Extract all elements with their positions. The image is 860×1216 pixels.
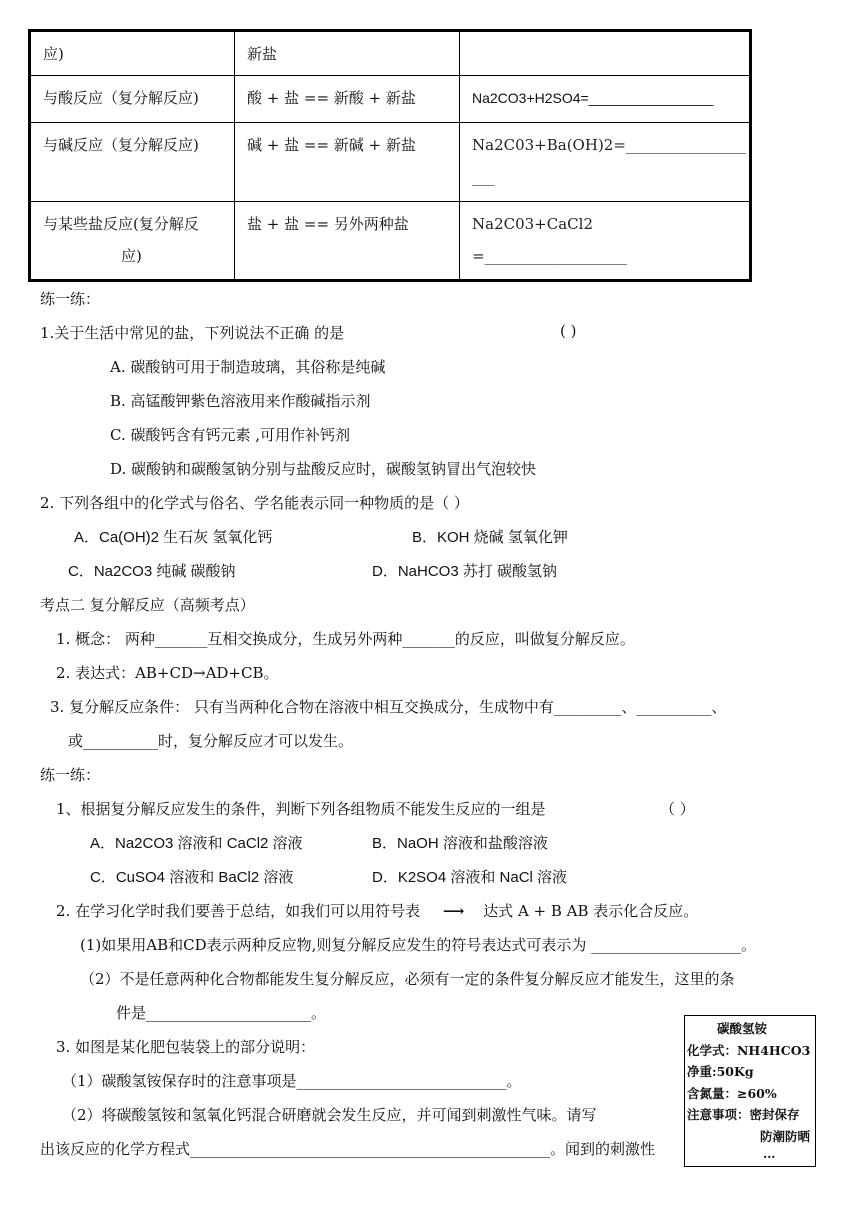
label-formula: 化学式：NH4HCO3 [687, 1042, 811, 1058]
table-cell [460, 123, 751, 202]
fertilizer-label [684, 1015, 816, 1167]
label-notice-2: 防潮防晒 [760, 1128, 811, 1144]
condition-item-cont: 或__________时，复分解反应才可以发生。 [68, 732, 354, 750]
table-cell [30, 202, 235, 281]
practice-heading: 练一练： [40, 766, 101, 784]
option-c: C. 碳酸钙含有钙元素 ,可用作补钙剂 [110, 426, 351, 444]
option-a: A. 碳酸钠可用于制造玻璃，其俗称是纯碱 [110, 358, 386, 376]
option-b: B. 高锰酸钾紫色溶液用来作酸碱指示剂 [110, 392, 371, 410]
label-weight: 净重:50Kg [687, 1064, 754, 1079]
table-cell [460, 202, 751, 281]
question-2-part2-cont: 件是______________________。 [116, 1004, 327, 1022]
table-cell: 盐 + 盐 == 另外两种盐 [235, 202, 460, 281]
question-2-part1: (1)如果用AB和CD表示两种反应物,则复分解反应发生的符号表达式可表示为 ____________________。 [80, 936, 757, 954]
question-3-part2: （2）将碳酸氢铵和氢氧化钙混合研磨就会发生反应，并可闻到刺激性气味。请写 [62, 1106, 597, 1124]
table-row [30, 76, 751, 123]
answer-paren: （ ） [660, 800, 695, 818]
question-1: 1.关于生活中常见的盐，下列说法不正确 的是 [40, 324, 345, 342]
reaction-equation-cont: =___________________ [472, 247, 628, 265]
option-c: C．CuSO4 溶液和 BaCl2 溶液 [90, 869, 294, 886]
cell-line: 与某些盐反应(复分解反 [43, 215, 199, 233]
option-d: D．NaHCO3 苏打 碳酸氢钠 [372, 563, 558, 580]
option-d: D. 碳酸钠和碳酸氢钠分别与盐酸反应时，碳酸氢钠冒出气泡较快 [110, 460, 537, 478]
label-ellipsis: … [763, 1146, 776, 1161]
reaction-equation-cont: ___ [472, 168, 495, 186]
label-title: 碳酸氢铵 [717, 1021, 768, 1036]
question-2 [56, 900, 698, 921]
option-a: A．Ca(OH)2 生石灰 氢氧化钙 [74, 529, 273, 546]
table-row [30, 31, 751, 76]
concept-item: 1. 概念： 两种_______互相交换成分，生成另外两种_______的反应，叫做复分解反应。 [56, 630, 635, 648]
table-cell: 碱 + 盐 == 新碱 + 新盐 [235, 123, 460, 202]
question-2-text: 2. 在学习化学时我们要善于总结，如我们可以用符号表 [56, 902, 421, 920]
question-2-part2: （2）不是任意两种化合物都能发生复分解反应，必须有一定的条件复分解反应才能发生，这里的条 [80, 970, 735, 988]
question-1: 1、根据复分解反应发生的条件，判断下列各组物质不能发生反应的一组是 [56, 800, 546, 818]
reaction-table [28, 29, 752, 282]
table-cell [460, 31, 751, 76]
option-b: B．NaOH 溶液和盐酸溶液 [372, 835, 548, 852]
question-3: 3. 如图是某化肥包装袋上的部分说明： [56, 1038, 316, 1056]
arrow-icon: ⟶ [442, 902, 465, 920]
table-cell: 酸 + 盐 == 新酸 + 新盐 [235, 76, 460, 123]
question-2-tail: 达式 A + B AB 表示化合反应。 [483, 902, 699, 920]
label-notice: 注意事项：密封保存 [687, 1107, 800, 1122]
table-row [30, 123, 751, 202]
question-2: 2. 下列各组中的化学式与俗名、学名能表示同一种物质的是（ ） [40, 494, 469, 512]
question-3-part1: （1）碳酸氢铵保存时的注意事项是____________________________。 [62, 1072, 522, 1090]
label-nitrogen: 含氮量：≥60% [687, 1085, 777, 1101]
question-3-part2-cont: 出该反应的化学方程式________________________________________________。闻到的刺激性 [40, 1140, 656, 1158]
expression-item: 2. 表达式：AB+CD→AD+CB。 [56, 664, 279, 682]
option-c: C．Na2CO3 纯碱 碳酸钠 [68, 563, 236, 580]
table-cell [460, 76, 751, 123]
condition-item: 3. 复分解反应条件： 只有当两种化合物在溶液中相互交换成分，生成物中有_________、__________、 [50, 698, 727, 716]
option-a: A．Na2CO3 溶液和 CaCl2 溶液 [90, 835, 303, 852]
table-cell: 与碱反应（复分解反应) [30, 123, 235, 202]
reaction-equation: Na2CO3+H2SO4=________________ [472, 90, 714, 106]
practice-heading: 练一练： [40, 290, 101, 308]
section-title: 考点二 复分解反应（高频考点） [40, 596, 255, 614]
reaction-equation: Na2C03+Ba(OH)2=________________ [472, 136, 746, 154]
table-cell: 与酸反应（复分解反应) [30, 76, 235, 123]
option-b: B．KOH 烧碱 氢氧化钾 [412, 529, 568, 546]
reaction-equation: Na2C03+CaCl2 [472, 215, 593, 233]
answer-paren: ( ) [560, 322, 577, 340]
table-cell: 新盐 [235, 31, 460, 76]
cell-line: 应) [121, 247, 142, 265]
table-row [30, 202, 751, 281]
option-d: D．K2SO4 溶液和 NaCl 溶液 [372, 869, 568, 886]
table-cell: 应) [30, 31, 235, 76]
